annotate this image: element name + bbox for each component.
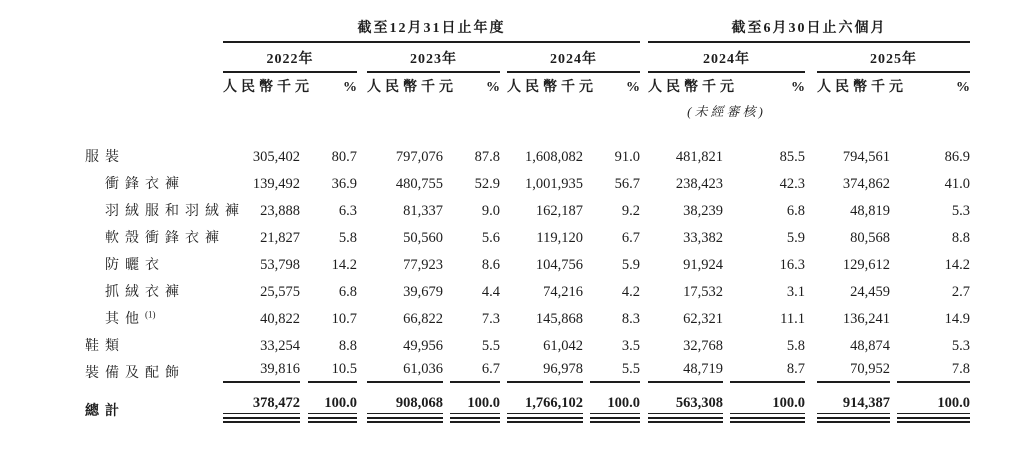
spacer-cell [723, 220, 730, 247]
amount-cell: 797,076 [395, 149, 443, 165]
amount-cell: 61,042 [543, 338, 583, 354]
amount-cell: 96,978 [507, 355, 583, 382]
amount-cell: 21,827 [260, 230, 300, 246]
percent-cell: 5.9 [786, 230, 806, 246]
amount-cell: 50,560 [403, 230, 443, 246]
table-row [85, 301, 970, 328]
spacer-cell [443, 274, 450, 301]
spacer-cell [357, 328, 367, 355]
row-label [85, 301, 223, 328]
spacer-cell [300, 220, 308, 247]
table-row [85, 120, 970, 166]
spacer-cell [890, 328, 897, 355]
spacer-cell [85, 72, 223, 98]
amount-cell: 129,612 [842, 257, 891, 273]
percent-cell: 6.3 [338, 203, 357, 219]
spacer-cell [805, 42, 817, 72]
row-label [85, 193, 245, 220]
table-row [85, 193, 970, 220]
total-amount-cell [223, 382, 300, 420]
spacer-cell [805, 72, 817, 98]
spacer-cell [890, 120, 897, 166]
percent-cell: 14.2 [944, 257, 971, 273]
table-row [85, 355, 970, 382]
percent-cell: 5.5 [481, 338, 500, 354]
total-value: 1,766,102 [507, 395, 583, 414]
spacer-cell [85, 98, 648, 120]
spacer-cell [640, 72, 648, 98]
spacer-cell [805, 98, 970, 120]
currency-unit-header: 人民幣千元 [223, 80, 313, 95]
unaudited-note-row [85, 98, 970, 120]
spacer-cell [805, 166, 817, 193]
amount-cell: 162,187 [535, 203, 583, 219]
footnote-marker: (1) [145, 309, 156, 320]
table-row [85, 274, 970, 301]
total-amount-cell [648, 382, 723, 420]
spacer-cell [443, 301, 450, 328]
spacer-cell [805, 120, 817, 166]
spacer-cell [583, 193, 590, 220]
spacer-cell [890, 166, 897, 193]
spacer-cell [640, 220, 648, 247]
percent-cell: 14.9 [944, 311, 971, 327]
spacer-cell [500, 72, 507, 98]
total-value: 100.0 [450, 395, 500, 414]
spacer-cell [583, 301, 590, 328]
spacer-cell [443, 193, 450, 220]
total-label: 總計 [85, 404, 125, 419]
amount-cell: 480,755 [395, 176, 443, 192]
total-section [85, 382, 970, 420]
percent-header: % [486, 80, 500, 95]
spacer-cell [500, 120, 507, 166]
amount-cell: 74,216 [543, 284, 583, 300]
row-label [85, 328, 223, 355]
row-label-text: 衝鋒衣褲 [105, 177, 185, 192]
total-value: 908,068 [367, 395, 443, 414]
spacer-cell [85, 14, 223, 42]
percent-cell: 5.5 [590, 355, 640, 382]
spacer-cell [443, 355, 450, 382]
spacer-cell [805, 247, 817, 274]
total-value: 100.0 [308, 395, 357, 414]
total-value: 100.0 [730, 395, 805, 414]
percent-cell: 5.3 [951, 203, 971, 219]
spacer-cell [357, 301, 367, 328]
spacer-cell [357, 42, 367, 72]
row-label [85, 220, 223, 247]
amount-cell: 80,568 [850, 230, 891, 246]
spacer-cell [890, 247, 897, 274]
year-header-interim-2024: 2024年 [648, 42, 805, 72]
percent-header: % [343, 80, 357, 95]
percent-cell: 6.8 [338, 284, 357, 300]
amount-cell: 32,768 [683, 338, 724, 354]
table-row [85, 166, 970, 193]
total-value: 100.0 [897, 395, 970, 414]
amount-cell: 33,382 [683, 230, 724, 246]
spacer-cell [500, 301, 507, 328]
spacer-cell [805, 220, 817, 247]
table-row [85, 247, 970, 274]
row-label [85, 355, 223, 382]
spacer-cell [583, 247, 590, 274]
spacer-cell [640, 166, 648, 193]
total-amount-cell [817, 382, 890, 420]
total-percent-cell [308, 382, 357, 420]
spacer-cell [357, 382, 367, 420]
percent-cell: 86.9 [944, 149, 971, 165]
row-label-text: 軟殼衝鋒衣褲 [105, 231, 225, 246]
row-label-text: 鞋類 [85, 339, 125, 354]
percent-cell: 80.7 [331, 149, 357, 165]
amount-cell: 62,321 [683, 311, 724, 327]
spacer-cell [500, 166, 507, 193]
percent-cell: 3.1 [786, 284, 806, 300]
spacer-cell [890, 355, 897, 382]
percent-cell: 56.7 [614, 176, 641, 192]
spacer-cell [300, 301, 308, 328]
percent-cell: 5.8 [338, 230, 357, 246]
percent-cell: 5.3 [951, 338, 971, 354]
amount-cell: 119,120 [536, 230, 583, 246]
percent-cell: 8.6 [481, 257, 500, 273]
spacer-cell [357, 193, 367, 220]
percent-cell: 41.0 [944, 176, 971, 192]
spacer-cell [357, 274, 367, 301]
year-header-interim-2025: 2025年 [817, 42, 970, 72]
amount-cell: 25,575 [260, 284, 300, 300]
spacer-cell [723, 355, 730, 382]
amount-cell: 48,819 [850, 203, 891, 219]
year-header-2023: 2023年 [367, 42, 500, 72]
spacer-cell [640, 274, 648, 301]
table-row [85, 220, 970, 247]
total-percent-cell [730, 382, 805, 420]
amount-cell: 77,923 [403, 257, 443, 273]
percent-cell: 10.7 [331, 311, 357, 327]
spacer-cell [357, 355, 367, 382]
spacer-cell [500, 220, 507, 247]
row-label-text: 服裝 [85, 150, 125, 165]
spacer-cell [357, 166, 367, 193]
amount-cell: 1,608,082 [525, 149, 583, 165]
row-label [85, 274, 223, 301]
spacer-cell [890, 301, 897, 328]
spacer-cell [443, 382, 450, 420]
spacer-cell [723, 382, 730, 420]
amount-cell: 481,821 [675, 149, 724, 165]
percent-cell: 52.9 [474, 176, 500, 192]
spacer-cell [300, 166, 308, 193]
percent-cell: 36.9 [331, 176, 357, 192]
table-row [85, 328, 970, 355]
spacer-cell [890, 382, 897, 420]
spacer-cell [500, 42, 507, 72]
spacer-cell [357, 120, 367, 166]
row-label [85, 120, 223, 166]
percent-cell: 8.3 [621, 311, 641, 327]
amount-cell: 53,798 [260, 257, 300, 273]
spacer-cell [890, 220, 897, 247]
amount-cell: 139,492 [252, 176, 300, 192]
amount-cell: 48,874 [850, 338, 891, 354]
row-label-text: 羽絨服和羽絨褲 [105, 204, 245, 219]
amount-cell: 81,337 [403, 203, 443, 219]
amount-cell: 39,679 [403, 284, 443, 300]
spacer-cell [805, 382, 817, 420]
percent-cell: 7.8 [897, 355, 970, 382]
percent-cell: 5.6 [481, 230, 500, 246]
spacer-cell [805, 355, 817, 382]
spacer-cell [443, 328, 450, 355]
amount-cell: 104,756 [535, 257, 583, 273]
percent-cell: 3.5 [621, 338, 641, 354]
percent-cell: 5.9 [621, 257, 641, 273]
amount-cell: 38,239 [683, 203, 724, 219]
amount-cell: 145,868 [535, 311, 583, 327]
spacer-cell [300, 120, 308, 166]
percent-cell: 9.0 [481, 203, 500, 219]
percent-cell: 4.4 [481, 284, 500, 300]
percent-cell: 85.5 [779, 149, 806, 165]
percent-cell: 8.7 [730, 355, 805, 382]
total-row [85, 382, 970, 420]
spacer-cell [300, 355, 308, 382]
spacer-cell [443, 166, 450, 193]
row-label [85, 247, 223, 274]
currency-unit-header: 人民幣千元 [817, 80, 908, 95]
spacer-cell [357, 247, 367, 274]
percent-cell: 8.8 [951, 230, 971, 246]
spacer-cell [300, 247, 308, 274]
amount-cell: 91,924 [683, 257, 724, 273]
amount-cell: 40,822 [260, 311, 300, 327]
amount-cell: 1,001,935 [525, 176, 583, 192]
table-body [85, 120, 970, 382]
spacer-cell [805, 274, 817, 301]
currency-unit-header: 人民幣千元 [507, 80, 597, 95]
currency-unit-header: 人民幣千元 [648, 80, 739, 95]
percent-cell: 5.8 [786, 338, 806, 354]
spacer-cell [583, 220, 590, 247]
spacer-cell [640, 328, 648, 355]
total-percent-cell [897, 382, 970, 420]
annual-period-header: 截至12月31日止年度 [223, 14, 640, 42]
amount-cell: 66,822 [403, 311, 443, 327]
total-percent-cell [450, 382, 500, 420]
amount-cell: 49,956 [403, 338, 443, 354]
total-value: 914,387 [817, 395, 890, 414]
percent-cell: 9.2 [621, 203, 641, 219]
amount-cell: 70,952 [817, 355, 890, 382]
amount-cell: 17,532 [683, 284, 724, 300]
percent-cell: 11.1 [780, 311, 806, 327]
percent-cell: 4.2 [621, 284, 641, 300]
spacer-cell [500, 247, 507, 274]
spacer-cell [640, 193, 648, 220]
spacer-cell [640, 120, 648, 166]
percent-header: % [956, 80, 971, 95]
percent-header: % [626, 80, 641, 95]
amount-cell: 33,254 [260, 338, 300, 354]
row-label-text: 防曬衣 [105, 258, 165, 273]
spacer-cell [805, 328, 817, 355]
percent-cell: 7.3 [481, 311, 500, 327]
spacer-cell [890, 193, 897, 220]
spacer-cell [583, 120, 590, 166]
revenue-breakdown-table [85, 14, 970, 423]
percent-cell: 2.7 [951, 284, 971, 300]
document-page [0, 14, 1024, 464]
amount-cell: 48,719 [648, 355, 723, 382]
year-header-2024: 2024年 [507, 42, 640, 72]
unit-header-row [85, 72, 970, 98]
spacer-cell [300, 382, 308, 420]
percent-cell: 6.7 [450, 355, 500, 382]
spacer-cell [640, 301, 648, 328]
year-header-row [85, 42, 970, 72]
spacer-cell [583, 274, 590, 301]
percent-cell: 6.8 [786, 203, 806, 219]
period-group-header-row [85, 14, 970, 42]
spacer-cell [890, 274, 897, 301]
spacer-cell [583, 355, 590, 382]
spacer-cell [500, 274, 507, 301]
spacer-cell [640, 355, 648, 382]
spacer-cell [723, 193, 730, 220]
total-amount-cell [507, 382, 583, 420]
spacer-cell [723, 328, 730, 355]
amount-cell: 238,423 [675, 176, 724, 192]
percent-header: % [791, 80, 806, 95]
amount-cell: 305,402 [252, 149, 300, 165]
amount-cell: 794,561 [842, 149, 891, 165]
total-amount-cell [367, 382, 443, 420]
unaudited-note: (未經審核) [687, 104, 766, 119]
total-value: 378,472 [223, 395, 300, 414]
spacer-cell [500, 382, 507, 420]
amount-cell: 374,862 [842, 176, 891, 192]
amount-cell: 23,888 [260, 203, 300, 219]
percent-cell: 14.2 [331, 257, 357, 273]
spacer-cell [723, 166, 730, 193]
row-label [85, 166, 223, 193]
amount-cell: 136,241 [842, 311, 891, 327]
spacer-cell [85, 42, 223, 72]
total-value: 563,308 [648, 395, 723, 414]
spacer-cell [500, 193, 507, 220]
spacer-cell [640, 42, 648, 72]
spacer-cell [357, 72, 367, 98]
spacer-cell [443, 120, 450, 166]
row-label-text: 抓絨衣褲 [105, 285, 185, 300]
spacer-cell [357, 220, 367, 247]
percent-cell: 42.3 [779, 176, 806, 192]
row-label-text: 其他 [105, 312, 145, 327]
spacer-cell [805, 193, 817, 220]
spacer-cell [300, 193, 308, 220]
spacer-cell [583, 328, 590, 355]
row-label-text: 裝備及配飾 [85, 366, 185, 381]
spacer-cell [640, 382, 648, 420]
spacer-cell [723, 247, 730, 274]
interim-period-header: 截至6月30日止六個月 [648, 14, 970, 42]
spacer-cell [640, 247, 648, 274]
year-header-2022: 2022年 [223, 42, 357, 72]
spacer-cell [443, 220, 450, 247]
percent-cell: 87.8 [474, 149, 500, 165]
spacer-cell [300, 274, 308, 301]
percent-cell: 10.5 [308, 355, 357, 382]
amount-cell: 39,816 [223, 355, 300, 382]
percent-cell: 16.3 [779, 257, 806, 273]
total-percent-cell [590, 382, 640, 420]
spacer-cell [640, 14, 648, 42]
spacer-cell [500, 328, 507, 355]
spacer-cell [723, 274, 730, 301]
spacer-cell [500, 355, 507, 382]
spacer-cell [723, 301, 730, 328]
amount-cell: 61,036 [367, 355, 443, 382]
spacer-cell [805, 301, 817, 328]
percent-cell: 91.0 [614, 149, 641, 165]
spacer-cell [583, 166, 590, 193]
spacer-cell [443, 247, 450, 274]
percent-cell: 8.8 [338, 338, 357, 354]
currency-unit-header: 人民幣千元 [367, 80, 457, 95]
total-value: 100.0 [590, 395, 640, 414]
percent-cell: 6.7 [621, 230, 641, 246]
spacer-cell [300, 328, 308, 355]
spacer-cell [583, 382, 590, 420]
spacer-cell [723, 120, 730, 166]
amount-cell: 24,459 [850, 284, 891, 300]
